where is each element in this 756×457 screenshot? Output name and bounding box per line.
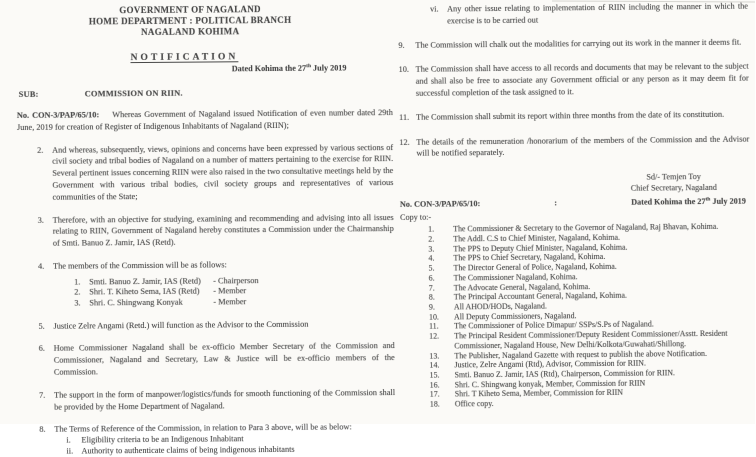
terms-item: [66, 444, 395, 457]
ref-colon: :: [554, 198, 558, 208]
dated-text-suffix: July 2019: [310, 63, 347, 74]
copy-item-text: The Publisher, Nagaland Gazette with request to publish the above Notification.: [454, 348, 707, 360]
signature-block: [610, 172, 738, 195]
paragraph-number: 3.: [37, 215, 44, 225]
copy-item-text: Shri. T Kiheto Sema, Member, Commission for RIIN: [454, 388, 623, 399]
copy-item-number: 18.: [429, 399, 440, 409]
copy-item-number: 10.: [428, 312, 439, 322]
govt-header: [16, 3, 392, 40]
member-number: 1.: [74, 277, 81, 287]
member-number: 3.: [74, 298, 81, 308]
para-1-text: Whereas Government of Nagaland issued Notification of even number dated 29th June, 2019 for creation of Register of Indigenous Inhabitants of Nagaland (RIIN);: [16, 108, 393, 132]
copy-item-number: 8.: [428, 292, 435, 302]
paragraph-text: Therefore, with an objective for studying, examining and recommending and advising into all issues relating to RIIN, Government of Nagaland hereby constitutes a Commission under the Chairmanship of Smti. Banuo Z. Jamir, IAS (Retd).: [52, 212, 394, 248]
numbered-paragraph: [18, 318, 394, 333]
terms-item-text: Eligibility criteria to be an Indigenous Inhabitant: [81, 434, 244, 445]
copy-item-number: 14.: [429, 360, 440, 370]
dated-superscript: th: [705, 195, 711, 203]
paragraph-number: 6.: [38, 344, 45, 354]
notification-title: NOTIFICATION: [130, 50, 239, 63]
right-page: [392, 1, 756, 410]
member-number: 2.: [74, 287, 81, 297]
numbered-paragraph: [393, 109, 753, 124]
copy-item-number: 7.: [428, 283, 435, 293]
copy-item-text: All AHOD/HODs, Nagaland.: [453, 301, 547, 312]
dated-text: Dated Kohima the 27: [631, 196, 706, 207]
numbered-paragraph: [18, 212, 394, 250]
members-list: [18, 275, 394, 310]
copy-item-text: Justice, Zelre Angami (Rtd), Advisor, Commission for RIIN.: [454, 358, 646, 370]
member-name: Shri. T. Kiheto Sema, IAS (Retd): [89, 286, 200, 297]
copy-item-text: The Addl. C.S to Chief Minister, Nagaland, Kohima.: [453, 232, 620, 244]
paragraph-number: 2.: [37, 145, 44, 155]
member-row: [74, 296, 394, 309]
paragraph-group-b: [18, 318, 395, 437]
sub-item-number: vi.: [430, 4, 439, 14]
copy-item-number: 16.: [429, 380, 440, 390]
member-name: Shri. C. Shingwang Konyak: [89, 297, 183, 308]
dated-line: [16, 62, 392, 77]
copy-item-text: The Principal Accountant General, Nagaland, Kohima.: [453, 291, 627, 302]
member-role: - Chairperson: [213, 275, 259, 286]
dated-line: [631, 195, 746, 208]
terms-list: [19, 433, 395, 457]
copy-item-text: The PPS to Chief Secretary, Nagaland, Kohima.: [453, 252, 606, 263]
numbered-paragraph: [18, 258, 394, 273]
dated-text-suffix: July 2019: [710, 196, 746, 206]
copy-list: [394, 222, 756, 410]
copy-item-text: Smti. Banuo Z. Jamir, IAS (Rtd), Chairperson, Commission for RIIN.: [454, 368, 675, 380]
paragraph-number: 10.: [398, 65, 410, 75]
copy-item-text: The Principal Resident Commissioner/Deputy Resident Commissioner/Asstt. Resident Commissioner, Nagaland House, New Delhi/Kolkota/Guwahati/Shillong.: [454, 328, 728, 351]
header-line-place: NAGALAND KOHIMA: [141, 26, 240, 38]
numbered-paragraph: [17, 142, 393, 204]
member-role: - Member: [213, 286, 247, 296]
copy-item-number: 11.: [429, 321, 439, 332]
subject-label: SUB:: [18, 90, 39, 100]
paragraph-text: Justice Zelre Angami (Retd.) will function as the Advisor to the Commission: [53, 319, 309, 331]
paragraph-group-right: [392, 37, 753, 161]
numbered-paragraph: [392, 37, 752, 52]
dated-superscript: th: [306, 63, 312, 70]
paragraph-text: And whereas, subsequently, views, opinions and concerns have been expressed by various sections of civil society and tribal bodies of Nagaland on a number of matters pertaining to the exercise for RIIN. Several pertinent issues concerning RIIN were also raised in the two consultative meetings held by the Government with various tribal bodies, civil society groups and representatives of various communities of the State;: [52, 142, 394, 202]
sub-item-vi: [392, 1, 752, 28]
paragraph-group-a: [17, 142, 394, 273]
copy-item-text: The Director General of Police, Nagaland, Kohima.: [453, 262, 617, 273]
copy-item-number: 9.: [428, 302, 435, 312]
paragraph-number: 8.: [39, 425, 46, 435]
header-line-government: GOVERNMENT OF NAGALAND: [119, 4, 261, 16]
paragraph-text: The support in the form of manpower/logistics/funds for smooth functioning of the Commission shall be provided by the Home Department of Nagaland.: [54, 387, 396, 412]
left-page: [16, 3, 398, 457]
header-line-department: HOME DEPARTMENT : POLITICAL BRANCH: [88, 15, 292, 27]
copy-item-text: The Commissioner of Police Dimapur/ SSPs/S.Ps of Nagaland.: [454, 319, 654, 331]
paragraph-text: The members of the Commission will be as follows:: [53, 260, 227, 271]
copy-item-text: The PPS to Deputy Chief Minister, Nagaland, Kohima.: [453, 242, 628, 254]
numbered-paragraph: [393, 61, 753, 100]
numbered-paragraph: [393, 133, 753, 160]
terms-item-text: Authority to authenticate claims of being indigenous inhabitants: [81, 444, 295, 456]
copy-item-text: All Deputy Commissioners, Nagaland.: [453, 310, 577, 322]
copy-item-text: Office copy.: [454, 399, 494, 409]
copy-item-number: 4.: [428, 254, 435, 264]
member-name: Smti. Banuo Z. Jamir, IAS (Retd): [89, 276, 201, 287]
copy-to-label: Copy to:-: [400, 212, 432, 222]
numbered-paragraph: [19, 387, 395, 414]
member-role: - Member: [213, 297, 247, 307]
terms-item-number: ii.: [66, 446, 74, 456]
paragraph-text: The Commission shall submit its report within three months from the date of its constitution.: [416, 110, 725, 123]
subject-value: COMMISSION ON RIIN.: [84, 88, 183, 99]
numbered-paragraph: [19, 340, 395, 378]
paragraph-text: The Commission shall have access to all records and documents that may be relevant to the subject and shall also be free to associate any Government official or any person as it may deem fit for successful completion of the task assigned to it.: [415, 61, 749, 98]
copy-item-number: 1.: [428, 224, 435, 235]
copy-item-number: 13.: [429, 351, 440, 361]
sub-item-text: Any other issue relating to implementation of RIIN including the manner in which the exercise is to be carried out: [447, 1, 749, 26]
copy-item-number: 12.: [429, 331, 440, 341]
ref-number: No. CON-3/PAP/65/10:: [16, 110, 100, 120]
ref-paragraph: [17, 107, 393, 134]
paragraph-number: 9.: [398, 40, 405, 51]
copy-item-number: 3.: [428, 244, 435, 254]
ref-number: No. CON-3/PAP/65/10:: [399, 198, 481, 209]
paragraph-text: The Commission will chalk out the modalities for carrying out its work in the manner it deems fit.: [415, 37, 742, 50]
paragraph-number: 5.: [38, 321, 45, 331]
paragraph-number: 7.: [39, 390, 46, 400]
subject-row: [17, 86, 393, 101]
copy-item-text: The Advocate General, Nagaland, Kohima.: [453, 281, 591, 292]
paragraph-text: The Terms of Reference of the Commission, in relation to Para 3 above, will be as below:: [54, 422, 352, 435]
paragraph-number: 4.: [38, 261, 45, 271]
paragraph-number: 12.: [399, 137, 410, 147]
copy-item-number: 6.: [428, 273, 435, 283]
dated-text: Dated Kohima the 27: [231, 64, 307, 74]
signature-sd: Sd/- Temjen Toy: [646, 172, 701, 182]
copy-item-number: 5.: [428, 263, 435, 273]
paragraph-text: The details of the remuneration /honorarium of the members of the Commission and the Advisor will be notified separately.: [416, 134, 750, 159]
terms-item-number: i.: [66, 435, 71, 445]
signature-designation: Chief Secretary, Nagaland: [630, 182, 717, 193]
copy-item-text: The Commissioner Nagaland, Kohima.: [453, 272, 578, 283]
paragraph-number: 11.: [399, 113, 410, 123]
copy-item-text: Shri. C. Shingwang konyak, Member, Commission for RIIN: [454, 378, 646, 390]
paragraph-text: Home Commissioner Nagaland shall be ex-officio Member Secretary of the Commission and Commissioner, Nagaland and Secretary, Law & Justice will be ex-officio members of the Commission.: [53, 341, 395, 377]
copy-list-item: [396, 397, 756, 410]
copy-item-number: 15.: [429, 370, 440, 380]
copy-item-number: 2.: [428, 234, 435, 244]
copy-item-text: The Commissioner & Secretary to the Governor of Nagaland, Raj Bhavan, Kohima.: [453, 222, 719, 234]
copy-item-number: 17.: [429, 389, 440, 399]
